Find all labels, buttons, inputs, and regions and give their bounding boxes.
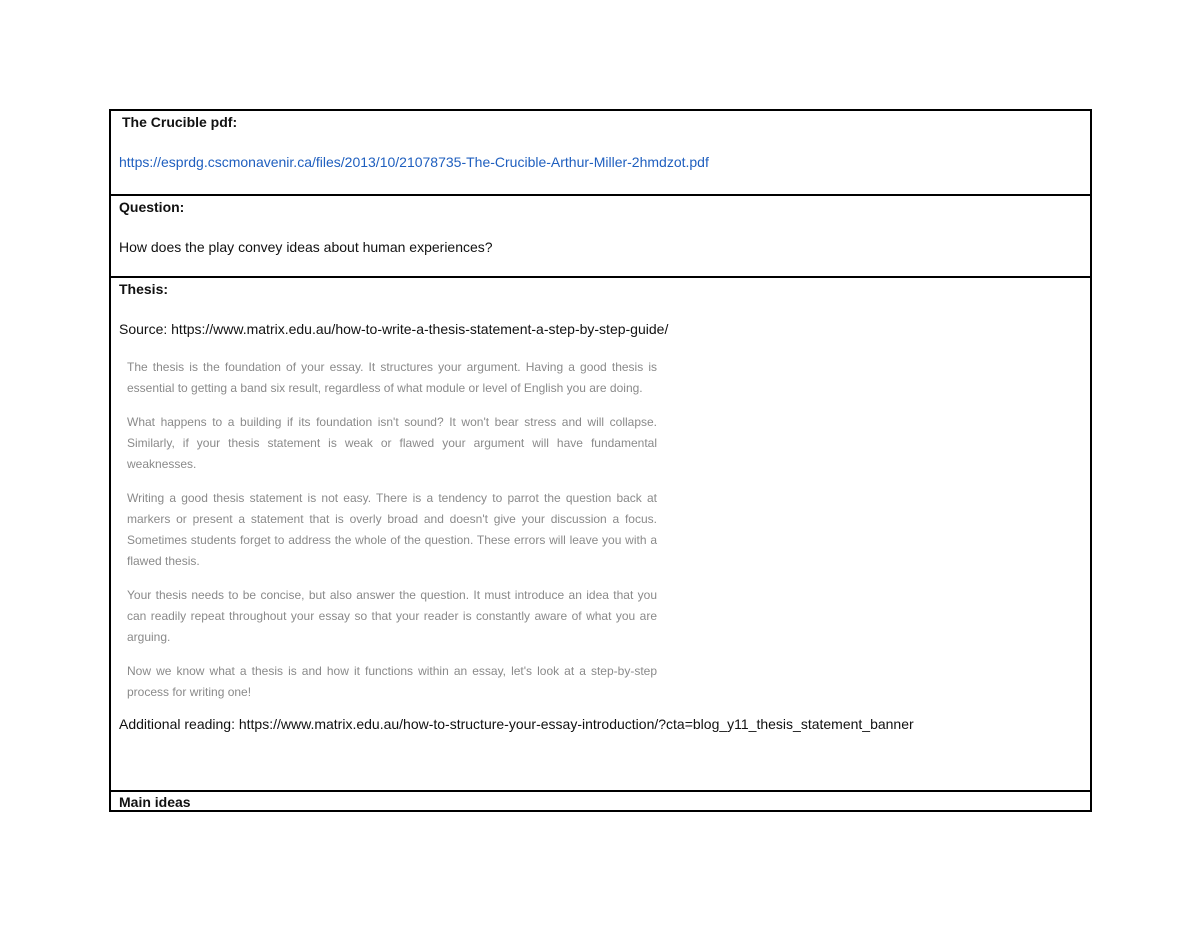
excerpt-paragraph: What happens to a building if its foundation isn't sound? It won't bear stress and will collapse. Similarly, if your thesis statement is weak or flawed your argument will have fundamental weaknesses. (127, 415, 657, 471)
pdf-link[interactable]: https://esprdg.cscmonavenir.ca/files/2013/10/21078735-The-Crucible-Arthur-Miller-2hmdzot.pdf (119, 154, 709, 170)
excerpt-paragraph: The thesis is the foundation of your essay. It structures your argument. Having a good thesis is essential to getting a band six result, regardless of what module or level of English you are doing. (127, 360, 657, 395)
thesis-source: Source: https://www.matrix.edu.au/how-to-write-a-thesis-statement-a-step-by-step-guide/ (119, 321, 669, 337)
question-label: Question: (119, 199, 185, 215)
document-table (109, 109, 1092, 812)
pdf-label: The Crucible pdf: (122, 114, 238, 130)
thesis-label: Thesis: (119, 281, 169, 297)
thesis-cell (111, 276, 1090, 790)
main-ideas-label: Main ideas (119, 794, 191, 810)
excerpt-paragraph: Now we know what a thesis is and how it functions within an essay, let's look at a step-by-step process for writing one! (127, 664, 657, 699)
excerpt-paragraph: Your thesis needs to be concise, but also answer the question. It must introduce an idea that you can readily repeat throughout your essay so that your reader is constantly aware of what you are arguing. (127, 588, 657, 644)
question-text: How does the play convey ideas about human experiences? (119, 239, 493, 255)
main-ideas-cell (111, 790, 1090, 810)
pdf-cell (111, 112, 1090, 194)
additional-reading: Additional reading: https://www.matrix.edu.au/how-to-structure-your-essay-introduction/?cta=blog_y11_thesis_statement_banner (119, 716, 914, 732)
question-cell (111, 194, 1090, 276)
excerpt-paragraph: Writing a good thesis statement is not easy. There is a tendency to parrot the question back at markers or present a statement that is overly broad and doesn't give your discussion a focus. Sometimes students forget to address the whole of the question. These errors will leave you with a flawed thesis. (127, 491, 657, 568)
thesis-excerpt-image (127, 357, 657, 703)
